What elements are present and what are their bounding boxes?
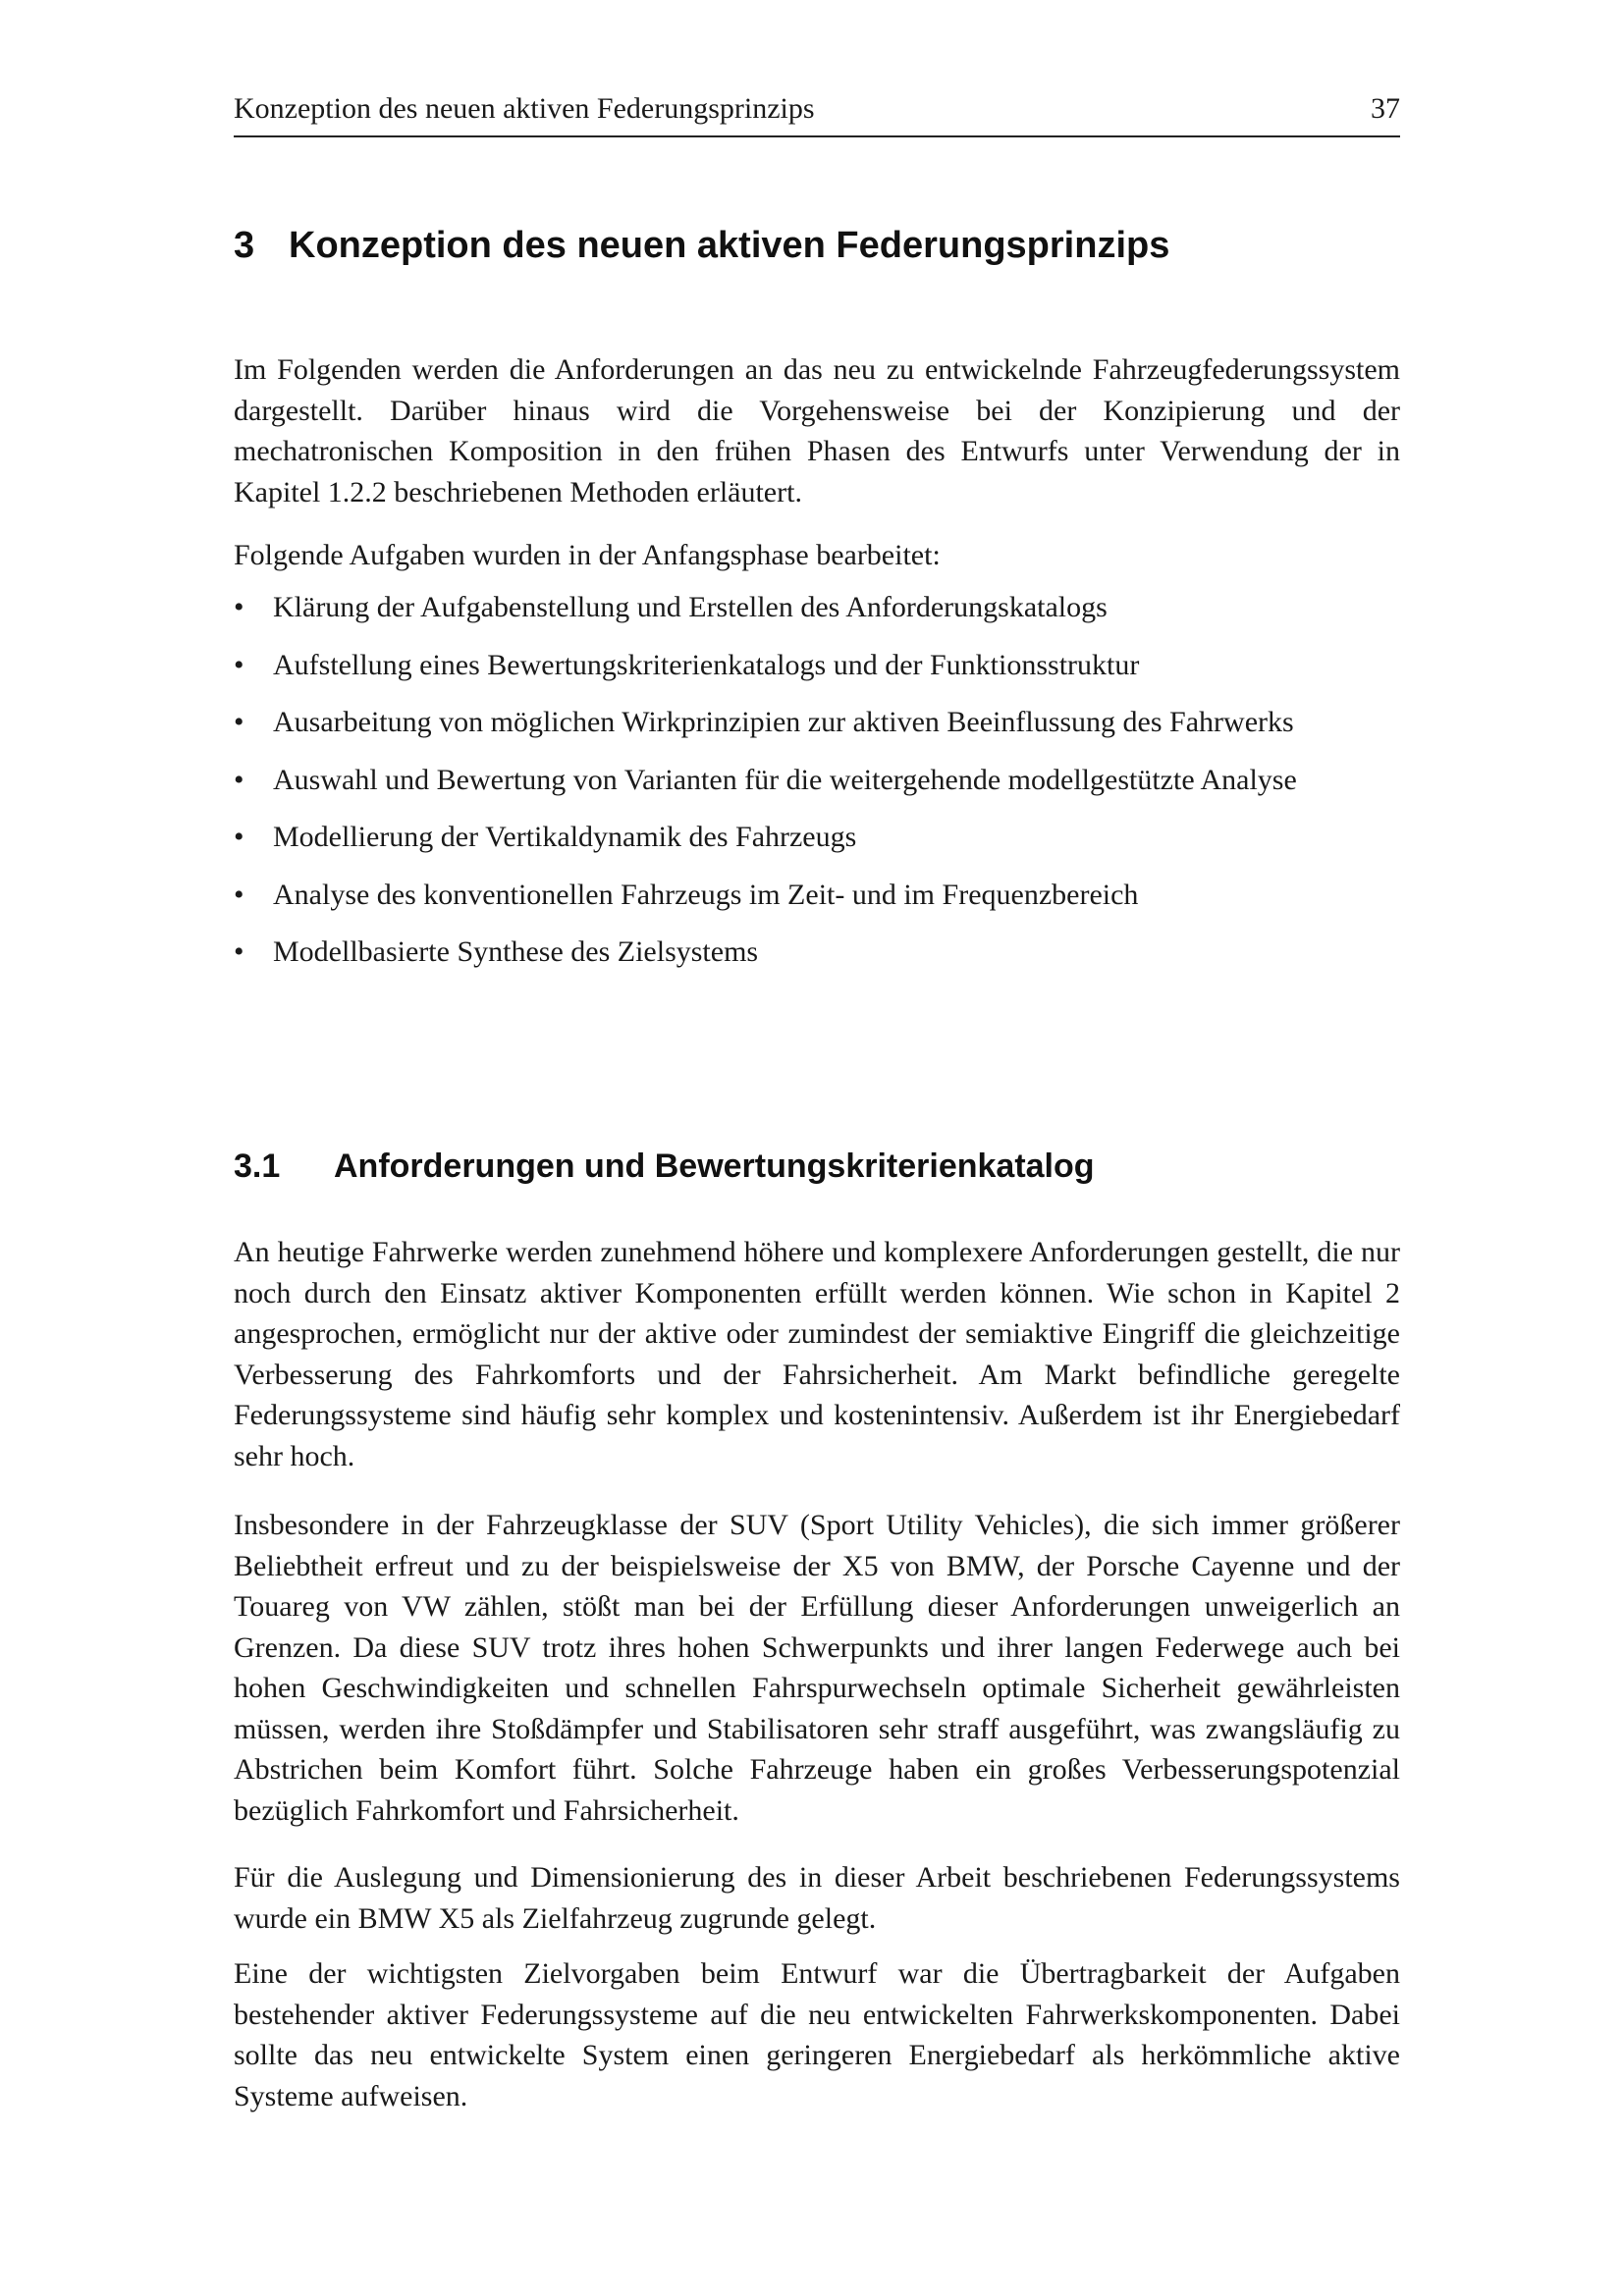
bullet-marker: • xyxy=(234,706,244,738)
list-item xyxy=(234,760,1400,801)
section-heading xyxy=(234,1143,1095,1190)
bullet-marker: • xyxy=(234,935,244,968)
section-paragraph: Insbesondere in der Fahrzeugklasse der SUV (Sport Utility Vehicles), die sich immer größerer Beliebtheit erfreut und zu der beispielsweise der X5 von BMW, der Porsche Cayenne und der Touareg von VW zählen, stößt man bei der Erfüllung dieser Anforderungen unweigerlich an Grenzen. Da diese SUV trotz ihres hohen Schwerpunkts und ihrer langen Federwege auch bei hohen Geschwindigkeiten und schnellen Fahrspurwechseln optimale Sicherheit gewährleisten müssen, werden ihre Stoßdämpfer und Stabilisatoren sehr straff ausgeführt, was zwangsläufig zu Abstrichen beim Komfort führt. Solche Fahrzeuge haben ein großes Verbesserungspotenzial bezüglich Fahrkomfort und Fahrsicherheit. xyxy=(234,1509,1400,1827)
task-list-intro: Folgende Aufgaben wurden in der Anfangsphase bearbeitet: xyxy=(234,539,941,571)
list-item xyxy=(234,932,1400,973)
list-item-text: Modellierung der Vertikaldynamik des Fahrzeugs xyxy=(273,821,857,853)
running-header xyxy=(234,90,1400,137)
list-item xyxy=(234,702,1400,743)
list-item-text: Ausarbeitung von möglichen Wirkprinzipien zur aktiven Beeinflussung des Fahrwerks xyxy=(273,706,1294,738)
list-item-text: Modellbasierte Synthese des Zielsystems xyxy=(273,935,759,968)
list-item xyxy=(234,587,1400,628)
intro-paragraph: Im Folgenden werden die Anforderungen an das neu zu entwickelnde Fahrzeugfederungssystem dargestellt. Darüber hinaus wird die Vorgehensweise bei der Konzipierung und der mechatronischen Komposition in den frühen Phasen des Entwurfs unter Verwendung der in Kapitel 1.2.2 beschriebenen Methoden erläutert. xyxy=(234,353,1400,508)
section-paragraph: Für die Auslegung und Dimensionierung des in dieser Arbeit beschriebenen Federungssystems wurde ein BMW X5 als Zielfahrzeug zugrunde gelegt. xyxy=(234,1861,1400,1935)
section-title: Anforderungen und Bewertungskriterienkatalog xyxy=(334,1148,1095,1185)
list-item xyxy=(234,645,1400,686)
chapter-number: 3 xyxy=(234,225,255,266)
list-item-text: Analyse des konventionellen Fahrzeugs im Zeit- und im Frequenzbereich xyxy=(273,878,1139,911)
bullet-marker: • xyxy=(234,591,244,623)
task-list xyxy=(234,587,1400,989)
section-paragraph: An heutige Fahrwerke werden zunehmend höhere und komplexere Anforderungen gestellt, die nur noch durch den Einsatz aktiver Komponenten erfüllt werden können. Wie schon in Kapitel 2 angesprochen, ermöglicht nur der aktive oder zumindest der semiaktive Eingriff die gleichzeitige Verbesserung des Fahrkomforts und der Fahrsicherheit. Am Markt befindliche geregelte Federungssysteme sind häufig sehr komplex und kostenintensiv. Außerdem ist ihr Energiebedarf sehr hoch. xyxy=(234,1236,1400,1472)
list-item-text: Aufstellung eines Bewertungskriterienkatalogs und der Funktionsstruktur xyxy=(273,648,1140,681)
chapter-heading xyxy=(234,220,1169,271)
section-number: 3.1 xyxy=(234,1148,281,1185)
bullet-marker: • xyxy=(234,821,244,853)
page-number: 37 xyxy=(1371,92,1400,125)
list-item-text: Klärung der Aufgabenstellung und Erstellen des Anforderungskatalogs xyxy=(273,591,1108,623)
list-item xyxy=(234,875,1400,916)
bullet-marker: • xyxy=(234,878,244,911)
bullet-marker: • xyxy=(234,763,244,796)
chapter-title: Konzeption des neuen aktiven Federungsprinzips xyxy=(289,225,1170,266)
bullet-marker: • xyxy=(234,648,244,681)
running-header-title: Konzeption des neuen aktiven Federungsprinzips xyxy=(234,92,815,125)
section-paragraph: Eine der wichtigsten Zielvorgaben beim Entwurf war die Übertragbarkeit der Aufgaben bestehender aktiver Federungssysteme auf die neu entwickelten Fahrwerkskomponenten. Dabei sollte das neu entwickelte System einen geringeren Energiebedarf als herkömmliche aktive Systeme aufweisen. xyxy=(234,1957,1400,2112)
list-item xyxy=(234,817,1400,858)
list-item-text: Auswahl und Bewertung von Varianten für die weitergehende modellgestützte Analyse xyxy=(273,763,1297,796)
